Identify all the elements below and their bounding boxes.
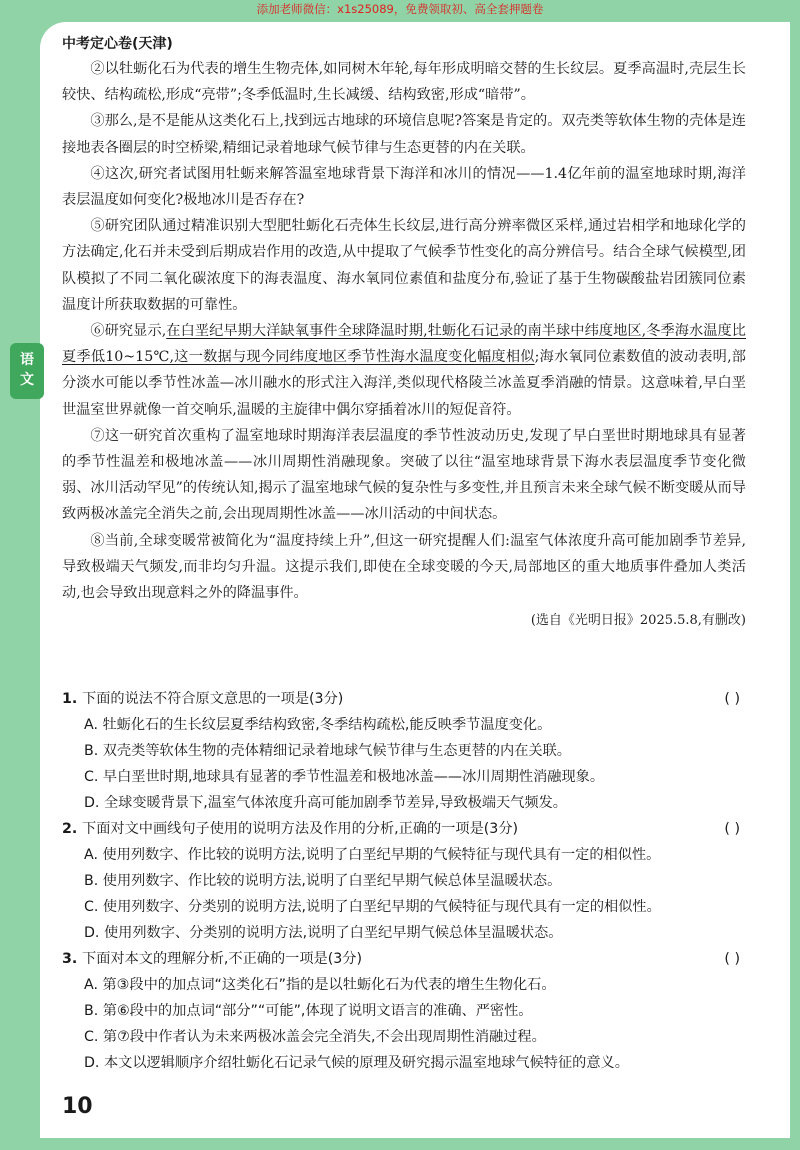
option-a: A. 牡蛎化石的生长纹层夏季结构致密,冬季结构疏松,能反映季节温度变化。 bbox=[84, 717, 552, 733]
paragraph-2: ②以牡蛎化石为代表的增生生物壳体,如同树木年轮,每年形成明暗交替的生长纹层。夏季高温时,壳层生长较快、结构疏松,形成“亮带”;冬季低温时,生长减缓、结构致密,形成“暗带”。 bbox=[62, 61, 746, 104]
question-number: 1. bbox=[62, 691, 78, 707]
option-d: D. 全球变暖背景下,温室气体浓度升高可能加剧季节差异,导致极端天气频发。 bbox=[84, 795, 567, 811]
option-a: A. 第③段中的加点词“这类化石”指的是以牡蛎化石为代表的增生生物化石。 bbox=[84, 977, 556, 993]
article-body bbox=[62, 56, 746, 634]
question-number: 3. bbox=[62, 951, 78, 967]
question-text: 下面对本文的理解分析,不正确的一项是(3分) bbox=[82, 951, 362, 967]
question-text: 下面对文中画线句子使用的说明方法及作用的分析,正确的一项是(3分) bbox=[82, 821, 519, 837]
exam-header: 中考定心卷(天津) bbox=[62, 36, 173, 52]
subject-side-tab bbox=[10, 343, 44, 399]
paragraph-8: ⑧当前,全球变暖常被简化为“温度持续上升”,但这一研究提醒人们:温室气体浓度升高可能加剧季节差异,导致极端天气频发,而非均匀升温。这提示我们,即使在全球变暖的今天,局部地区的重大地质事件叠加人类活动,也会导致出现意料之外的降温事件。 bbox=[62, 532, 746, 602]
paragraph-5: ⑤研究团队通过精准识别大型肥牡蛎化石壳体生长纹层,进行高分辨率微区采样,通过岩相学和地球化学的方法确定,化石并未受到后期成岩作用的改造,从中提取了气候季节性变化的高分辨信号。结合全球气候模型,团队模拟了不同二氧化碳浓度下的海表温度、海水氧同位素值和盐度分布,验证了基于生物碳酸盐岩团簇同位素温度计所获取数据的可靠性。 bbox=[62, 218, 746, 313]
option-b: B. 双壳类等软体生物的壳体精细记录着地球气候节律与生态更替的内在关联。 bbox=[84, 743, 571, 759]
question-text: 下面的说法不符合原文意思的一项是(3分) bbox=[82, 691, 344, 707]
paragraph-3: ③那么,是不是能从这类化石上,找到远古地球的环境信息呢?答案是肯定的。双壳类等软体生物的壳体是连接地表各圈层的时空桥梁,精细记录着地球气候节律与生态更替的内在关联。 bbox=[62, 113, 746, 156]
option-d: D. 使用列数字、分类别的说明方法,说明了白垩纪早期气候总体呈温暖状态。 bbox=[84, 925, 563, 941]
option-a: A. 使用列数字、作比较的说明方法,说明了白垩纪早期的气候特征与现代具有一定的相似性。 bbox=[84, 847, 661, 863]
question-section bbox=[62, 686, 746, 1076]
option-c: C. 使用列数字、分类别的说明方法,说明了白垩纪早期的气候特征与现代具有一定的相似性。 bbox=[84, 899, 661, 915]
paragraph-6 bbox=[62, 318, 746, 423]
option-c: C. 第⑦段中作者认为未来两极冰盖会完全消失,不会出现周期性消融过程。 bbox=[84, 1029, 546, 1045]
option-d: D. 本文以逻辑顺序介绍牡蛎化石记录气候的原理及研究揭示温室地球气候特征的意义。 bbox=[84, 1055, 629, 1071]
paragraph-7: ⑦这一研究首次重构了温室地球时期海洋表层温度的季节性波动历史,发现了早白垩世时期地球具有显著的季节性温差和极地冰盖——冰川周期性消融现象。突破了以往“温室地球背景下海水表层温度季节变化微弱、冰川活动罕见”的传统认知,揭示了温室地球气候的复杂性与多变性,并且预言未来全球气候不断变暖从而导致两极冰盖完全消失之前,会出现周期性冰盖——冰川活动的中间状态。 bbox=[62, 427, 746, 523]
source-citation: (选自《光明日报》2025.5.8,有删改) bbox=[530, 613, 746, 629]
watermark-banner: 添加老师微信：x1s25089，免费领取初、高全套押题卷 bbox=[256, 2, 544, 16]
question-3 bbox=[62, 946, 746, 1076]
paragraph-6-rest: ;海水氧同位素数值的波动表明,部分淡水可能以季节性冰盖—冰川融水的形式注入海洋,类似现代格陵兰冰盖夏季消融的情景。这意味着,早白垩世温室世界就像一首交响乐,温暖的主旋律中偶尔穿插着冰川的短促音符。 bbox=[62, 349, 746, 418]
question-stem bbox=[62, 686, 746, 712]
side-tab-char-1: 语 bbox=[20, 352, 34, 368]
underlined-sentence: 在白垩纪早期大洋缺氧事件全球降温时期,牡蛎化石记录的南半球中纬度地区,冬季海水温度比夏季低10~15℃,这一数据与现今同纬度地区季节性海水温度变化幅度相似 bbox=[62, 323, 746, 366]
question-1 bbox=[62, 686, 746, 816]
option-b: B. 第⑥段中的加点词“部分”“可能”,体现了说明文语言的准确、严密性。 bbox=[84, 1003, 533, 1019]
option-c: C. 早白垩世时期,地球具有显著的季节性温差和极地冰盖——冰川周期性消融现象。 bbox=[84, 769, 605, 785]
question-number: 2. bbox=[62, 821, 78, 837]
option-b: B. 使用列数字、作比较的说明方法,说明了白垩纪早期气候总体呈温暖状态。 bbox=[84, 873, 562, 889]
answer-blank: ( ) bbox=[724, 951, 740, 967]
paragraph-6-lead: ⑥研究显示, bbox=[90, 323, 167, 340]
paragraph-4: ④这次,研究者试图用牡蛎来解答温室地球背景下海洋和冰川的情况——1.4亿年前的温室地球时期,海洋表层温度如何变化?极地冰川是否存在? bbox=[62, 165, 746, 209]
answer-blank: ( ) bbox=[724, 691, 740, 707]
question-2 bbox=[62, 816, 746, 946]
question-stem bbox=[62, 816, 746, 842]
page-number: 10 bbox=[62, 1094, 93, 1119]
answer-blank: ( ) bbox=[724, 821, 740, 837]
question-stem bbox=[62, 946, 746, 972]
side-tab-char-2: 文 bbox=[20, 372, 34, 388]
